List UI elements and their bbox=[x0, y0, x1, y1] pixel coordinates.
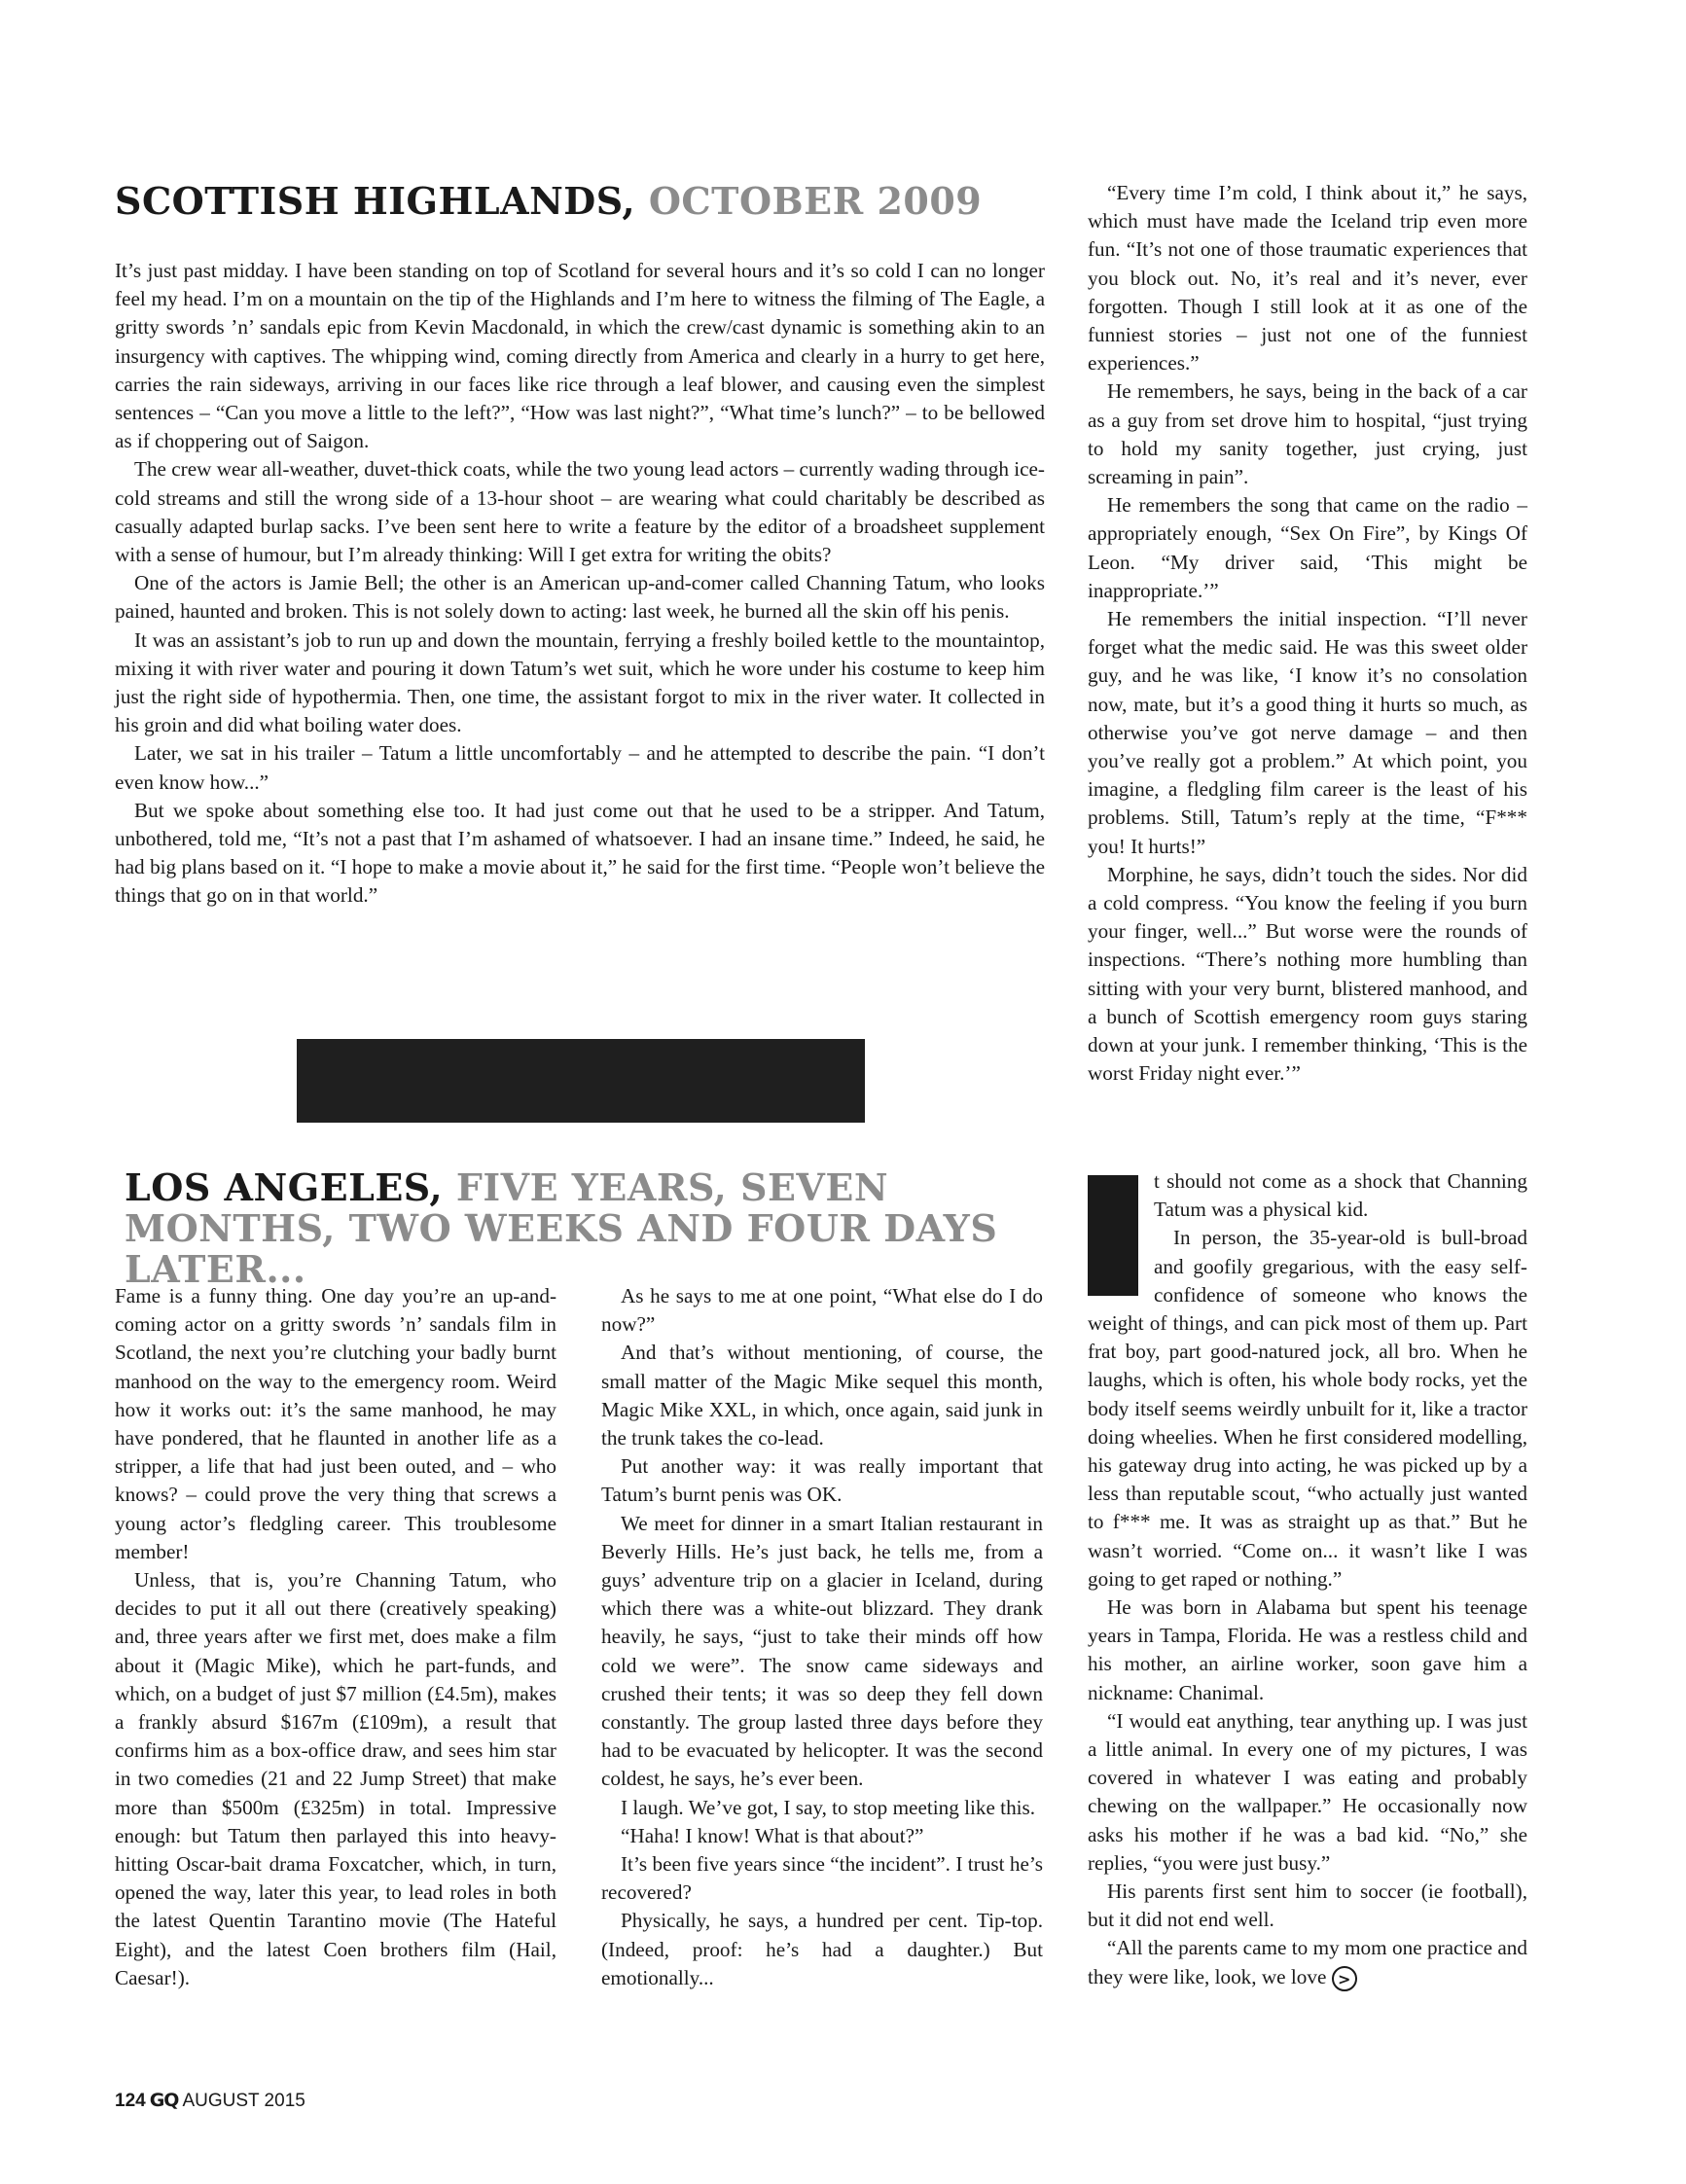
right-column-top bbox=[1088, 179, 1527, 1089]
section2-paragraph: We meet for dinner in a smart Italian restaurant in Beverly Hills. He’s just back, he tells me, from a guys’ adventure trip on a glacier in Iceland, during which there was a white-out blizzard. They drank heavily, he says, “just to take their minds off how cold we were”. The snow came sideways and crushed their tents; it was so deep they fell down constantly. The group lasted three days before they had to be evacuated by helicopter. It was the second coldest, he says, he’s ever been. bbox=[601, 1511, 1043, 1791]
section1-headline bbox=[115, 181, 1045, 222]
right-paragraph: “Every time I’m cold, I think about it,” he says, which must have made the Iceland trip even more fun. “It’s not one of those traumatic experiences that you block out. No, it’s real and it’s never, ever forgotten. Though I still look at it as one of the funniest stories – just not one of the funniest experiences.” bbox=[1088, 181, 1527, 376]
right-column-bottom bbox=[1088, 1167, 1527, 1991]
section2-paragraph: Fame is a funny thing. One day you’re an up-and-coming actor on a gritty swords ’n’ sandals film in Scotland, the next you’re clutching your badly burnt manhood on the way to the emergency room. Weird how it works out: it’s the same manhood, he may have pondered, that he flaunted in another life as a stripper, a life that had just been outed, and – who knows? – could prove the very thing that screws a young actor’s fledgling career. This troublesome member! bbox=[115, 1284, 556, 1563]
section1-paragraph: The crew wear all-weather, duvet-thick coats, while the two young lead actors – currently wading through ice-cold streams and still the wrong side of a 13-hour shoot – are wearing what could charitably be described as casually adapted burlap sacks. I’ve been sent here to write a feature by the editor of a broadsheet supplement with a sense of humour, but I’m already thinking: Will I get extra for writing the obits? bbox=[115, 457, 1045, 567]
section2-column-2 bbox=[601, 1282, 1043, 1992]
right-paragraph: “I would eat anything, tear anything up. I was just a little animal. In every one of my pictures, I was covered in whatever I was eating and probably chewing on the wallpaper.” He occasionally now asks his mother if he was a bad kid. “No,” she replies, “you were just busy.” bbox=[1088, 1708, 1527, 1875]
section1-paragraph: Later, we sat in his trailer – Tatum a little uncomfortably – and he attempted to describe the pain. “I don’t even know how...” bbox=[115, 741, 1045, 794]
right-paragraph-last-text: “All the parents came to my mom one practice and they were like, look, we love bbox=[1088, 1936, 1527, 1988]
right-paragraph: He was born in Alabama but spent his teenage years in Tampa, Florida. He was a restless child and his mother, an airline worker, soon gave him a nickname: Chanimal. bbox=[1088, 1595, 1527, 1704]
right-paragraph: He remembers the song that came on the radio – appropriately enough, “Sex On Fire”, by Kings Of Leon. “My driver said, ‘This might be inappropriate.’” bbox=[1088, 493, 1527, 602]
section1-paragraph: It’s just past midday. I have been standing on top of Scotland for several hours and it’s so cold I can no longer feel my head. I’m on a mountain on the tip of the Highlands and I’m here to witness the filming of The Eagle, a gritty swords ’n’ sandals epic from Kevin Macdonald, in which the crew/cast dynamic is something akin to an insurgency with captives. The whipping wind, coming directly from America and clearly in a hurry to get here, carries the rain sideways, arriving in our faces like rice through a leaf blower, and causing even the simplest sentences – “Can you move a little to the left?”, “How was last night?”, “What time’s lunch?” – to be bellowed as if choppering out of Saigon. bbox=[115, 259, 1045, 453]
section1-headline-date: OCTOBER 2009 bbox=[648, 179, 983, 223]
section2-paragraph: “Haha! I know! What is that about?” bbox=[621, 1823, 924, 1847]
magazine-name: GQ bbox=[149, 2090, 179, 2111]
section2-paragraph: It’s been five years since “the incident”. I trust he’s recovered? bbox=[601, 1852, 1043, 1905]
section1-body bbox=[115, 257, 1045, 911]
section-los-angeles-headline bbox=[125, 1167, 1058, 1290]
section2-paragraph: I laugh. We’ve got, I say, to stop meeting like this. bbox=[621, 1795, 1036, 1819]
section1-paragraph: One of the actors is Jamie Bell; the other is an American up-and-comer called Channing Tatum, who looks pained, haunted and broken. This is not solely down to acting: last week, he burned all the skin off his penis. bbox=[115, 571, 1045, 624]
section1-paragraph: It was an assistant’s job to run up and down the mountain, ferrying a freshly boiled kettle to the mountaintop, mixing it with river water and pouring it down Tatum’s wet suit, which he wore under his costume to keep him just the right side of hypothermia. Then, one time, the assistant forgot to mix in the river water. It collected in his groin and did what boiling water does. bbox=[115, 627, 1045, 737]
right-paragraph: Morphine, he says, didn’t touch the sides. Nor did a cold compress. “You know the feeling if you burn your finger, well...” But worse were the rounds of inspections. “There’s nothing more humbling than sitting with your very burnt, blistered manhood, and a bunch of Scottish emergency room guys staring down at your junk. I remember thinking, ‘This is the worst Friday night ever.’” bbox=[1088, 862, 1527, 1086]
section2-paragraph: Physically, he says, a hundred per cent. Tip-top. (Indeed, proof: he’s had a daughter.) But emotionally... bbox=[601, 1909, 1043, 1989]
dropcap-letter bbox=[1088, 1175, 1138, 1296]
issue-date: AUGUST 2015 bbox=[182, 2091, 305, 2111]
right-paragraph-opening: t should not come as a shock that Channing Tatum was a physical kid. bbox=[1154, 1169, 1527, 1222]
section2-headline-place: LOS ANGELES, bbox=[125, 1165, 444, 1209]
section2-headline-time: FIVE YEARS, SEVEN MONTHS, TWO WEEKS AND FOUR DAYS LATER... bbox=[125, 1165, 998, 1291]
section2-column-1 bbox=[115, 1282, 556, 1992]
right-paragraph-continues bbox=[1088, 1934, 1527, 1990]
section2-paragraph: Put another way: it was really important that Tatum’s burnt penis was OK. bbox=[601, 1454, 1043, 1507]
section2-paragraph: As he says to me at one point, “What else do I do now?” bbox=[601, 1284, 1043, 1337]
section2-paragraph: And that’s without mentioning, of course, the small matter of the Magic Mike sequel this month, Magic Mike XXL, in which, once again, said junk in the trunk takes the co-lead. bbox=[601, 1341, 1043, 1450]
right-paragraph: He remembers the initial inspection. “I’ll never forget what the medic said. He was this sweet older guy, and he was like, ‘I know it’s no consolation now, mate, but it’s a good thing it hurts so much, as otherwise you’ve got nerve damage – and then you’ve really got a problem.” At which point, you imagine, a fledgling film career is the least of his problems. Still, Tatum’s reply at the time, “F*** you! It hurts!” bbox=[1088, 607, 1527, 858]
right-paragraph: He remembers, he says, being in the back of a car as a guy from set drove him to hospital, “just trying to hold my sanity together, just crying, just screaming in pain”. bbox=[1088, 379, 1527, 489]
page-folio bbox=[115, 2090, 305, 2112]
section-scottish-highlands bbox=[115, 181, 1045, 911]
arrow-right-circle-icon: > bbox=[1332, 1966, 1357, 1991]
black-bar-divider bbox=[297, 1039, 865, 1123]
section1-headline-place: SCOTTISH HIGHLANDS, bbox=[115, 179, 636, 223]
section2-headline bbox=[125, 1167, 1058, 1290]
section2-paragraph: Unless, that is, you’re Channing Tatum, who decides to put it all out there (creatively speaking) and, three years after we first met, does make a film about it (Magic Mike), which he part-funds, and which, on a budget of just $7 million (£4.5m), makes a frankly absurd $167m (£109m), a result that confirms him as a box-office draw, and sees him star in two comedies (21 and 22 Jump Street) that make more than $500m (£325m) in total. Impressive enough: but Tatum then parlayed this into heavy-hitting Oscar-bait drama Foxcatcher, which, in turn, opened the way, later this year, to lead roles in both the latest Quentin Tarantino movie (The Hateful Eight), and the latest Coen brothers film (Hail, Caesar!). bbox=[115, 1568, 556, 1989]
page-number: 124 bbox=[115, 2091, 146, 2111]
right-paragraph: In person, the 35-year-old is bull-broad and goofily gregarious, with the easy self-confidence of someone who knows the weight of things, and can pick most of them up. Part frat boy, part good-natured jock, all bro. When he laughs, which is often, his whole body rocks, yet the body itself seems weirdly unbuilt for it, like a tractor doing wheelies. When he first considered modelling, his gateway drug into acting, he was picked up by a less than reputable scout, “who actually just wanted to f*** me. It was as straight up as that.” But he wasn’t worried. “Come on... it wasn’t like I was going to get raped or nothing.” bbox=[1088, 1226, 1527, 1591]
right-paragraph: His parents first sent him to soccer (ie football), but it did not end well. bbox=[1088, 1880, 1527, 1932]
section1-paragraph: But we spoke about something else too. It had just come out that he used to be a stripper. And Tatum, unbothered, told me, “It’s not a past that I’m ashamed of whatsoever. I had an insane time.” Indeed, he said, he had big plans based on it. “I hope to make a movie about it,” he said for the first time. “People won’t believe the things that go on in that world.” bbox=[115, 798, 1045, 908]
